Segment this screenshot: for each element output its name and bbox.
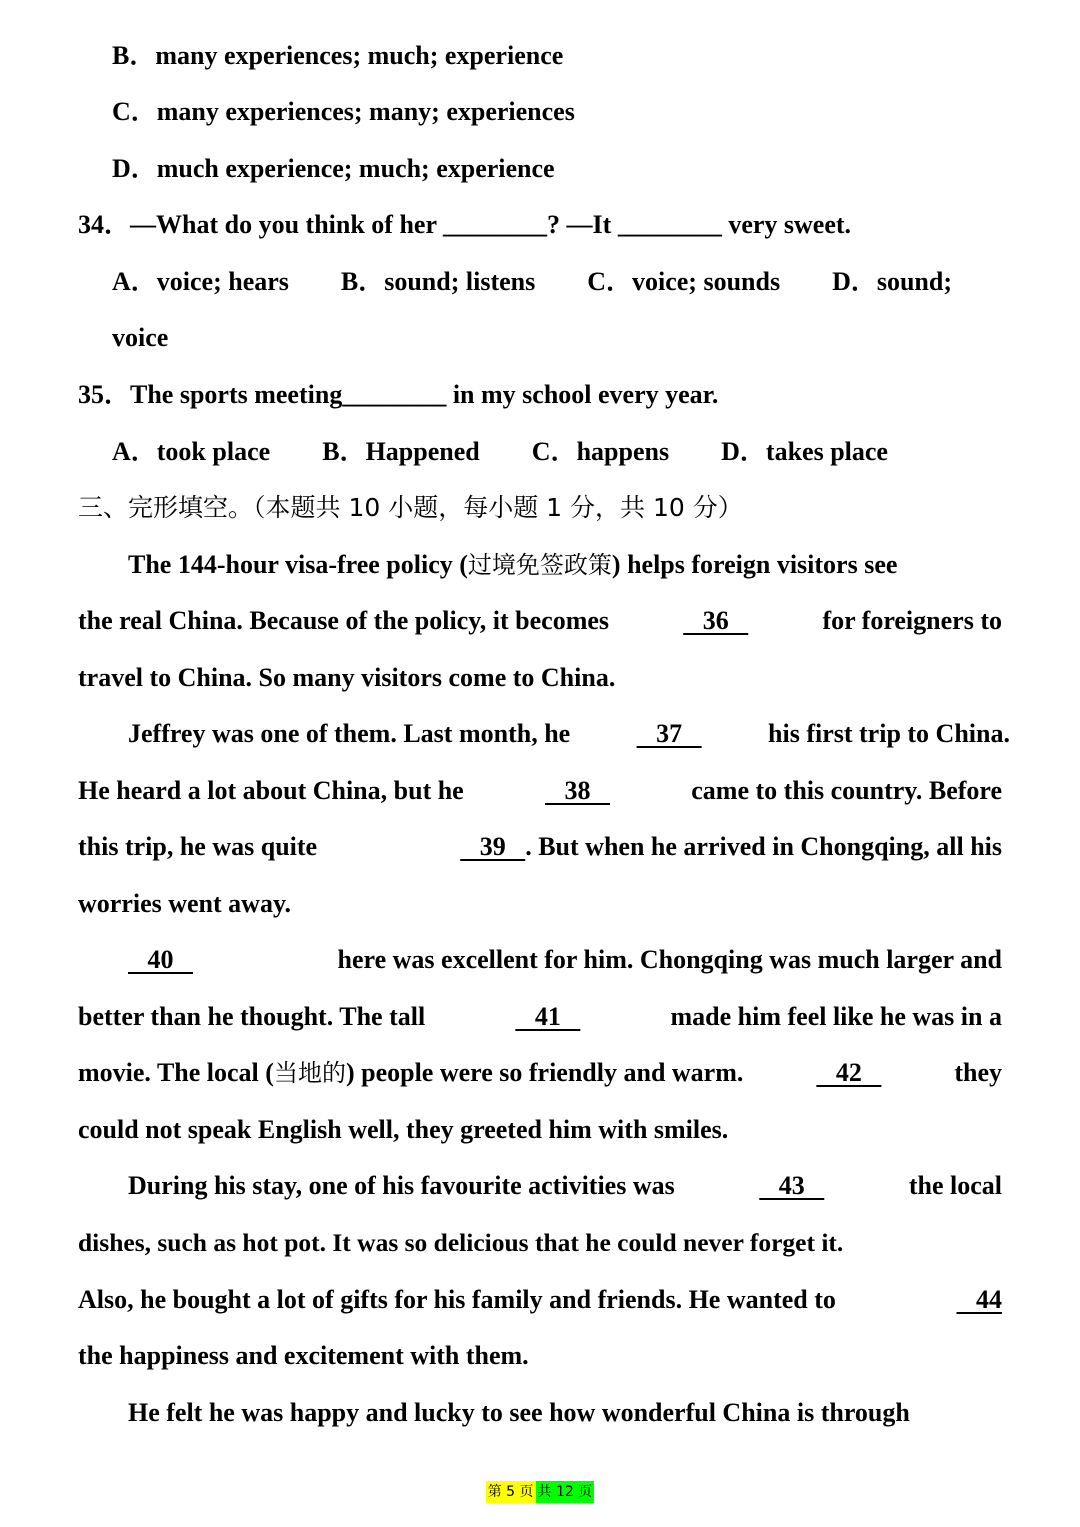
passage-p2-line2 — [78, 776, 1002, 806]
footer-total-indicator — [536, 1481, 595, 1503]
footer-page-indicator — [486, 1481, 536, 1503]
passage-p1-line3: travel to China. So many visitors come to China. — [78, 663, 616, 692]
passage-text: He heard a lot about China, but he — [78, 776, 464, 805]
q34-options — [112, 267, 952, 297]
passage-text: ) helps foreign visitors see — [611, 550, 898, 579]
q35-options — [112, 437, 888, 467]
passage-cjk-gloss: 当地的 — [273, 1059, 346, 1087]
cloze-blank-40: 40 — [128, 945, 193, 974]
cloze-blank-38: 38 — [545, 776, 610, 805]
cloze-blank-43: 43 — [759, 1171, 825, 1200]
q33-option-c: C．many experiences; many; experiences — [112, 97, 575, 126]
passage-text: this trip, he was quite — [78, 832, 318, 861]
q34-option-d-continued: voice — [112, 323, 169, 352]
passage-p3-line3 — [78, 1058, 1002, 1088]
q35-blank: ________ — [342, 380, 447, 409]
passage-p3-line4: could not speak English well, they greeted him with smiles. — [78, 1115, 729, 1144]
passage-p4-line4: the happiness and excitement with them. — [78, 1341, 529, 1370]
passage-text: for foreigners to — [822, 606, 1002, 635]
q34-blank-b: ________ — [617, 210, 722, 239]
footer-text: 页 — [519, 1484, 534, 1500]
passage-p4-line2 — [78, 1228, 1002, 1258]
passage-text: they — [954, 1058, 1002, 1087]
passage-p5-line1: He felt he was happy and lucky to see how wonderful China is through — [128, 1398, 910, 1427]
q34-option-b: B．sound; listens — [340, 267, 536, 296]
q35-option-d: D．takes place — [721, 437, 888, 466]
cloze-blank-36: 36 — [683, 606, 749, 635]
q34-stem-text-a: 34．—What do you think of her — [78, 210, 444, 239]
cloze-blank-42: 42 — [816, 1058, 882, 1087]
section3-heading: 三、完形填空。（本题共 10 小题，每小题 1 分，共 10 分） — [78, 493, 743, 522]
cloze-blank-44: 44 — [956, 1285, 1002, 1314]
passage-text: came to this country. Before — [691, 776, 1002, 805]
passage-text: movie. The local ( — [78, 1058, 274, 1087]
q34-stem — [78, 210, 851, 240]
passage-text: made him feel like he was in a — [670, 1002, 1002, 1031]
passage-text: the real China. Because of the policy, it becomes — [78, 606, 610, 635]
footer-page-number: 5 — [506, 1484, 516, 1500]
passage-p3-line2 — [78, 1002, 1002, 1032]
passage-text: Also, he bought a lot of gifts for his family and friends. He wanted to — [78, 1285, 836, 1314]
q34-option-c: C．voice; sounds — [587, 267, 781, 296]
passage-text: better than he thought. The tall — [78, 1002, 426, 1031]
q35-stem-text-a: 35．The sports meeting — [78, 380, 343, 409]
cloze-blank-41: 41 — [515, 1002, 581, 1031]
passage-p2-line1 — [128, 719, 1010, 749]
footer-text: 共 — [537, 1484, 552, 1500]
q35-option-c: C．happens — [531, 437, 670, 466]
q33-option-d: D．much experience; much; experience — [112, 154, 555, 183]
passage-p1-line2 — [78, 606, 1002, 636]
q34-stem-text-b: ? —It — [547, 210, 618, 239]
passage-text: the local — [908, 1171, 1002, 1200]
passage-text: here was excellent for him. Chongqing was much larger and — [337, 945, 1002, 974]
passage-p2-line4: worries went away. — [78, 889, 292, 918]
passage-cjk-gloss: 过境免签政策 — [467, 551, 612, 579]
passage-text: The 144-hour visa-free policy ( — [128, 550, 468, 579]
passage-p3-line1 — [128, 945, 1002, 975]
q34-option-a: A．voice; hears — [112, 267, 289, 296]
passage-text: his first trip to China. — [768, 719, 1010, 748]
q35-stem-text-b: in my school every year. — [446, 380, 719, 409]
page-footer — [0, 1481, 1080, 1503]
passage-p2-line3 — [78, 832, 1002, 862]
q34-stem-text-c: very sweet. — [721, 210, 852, 239]
footer-text: 页 — [578, 1484, 593, 1500]
q34-blank-a: ________ — [443, 210, 548, 239]
q35-option-a: A．took place — [112, 437, 271, 466]
q35-option-b: B．Happened — [322, 437, 480, 466]
cloze-blank-37: 37 — [636, 719, 702, 748]
cloze-blank-39: 39 — [460, 832, 526, 861]
passage-text: ) people were so friendly and warm. — [345, 1058, 744, 1087]
passage-text: Jeffrey was one of them. Last month, he — [128, 719, 571, 748]
passage-text: dishes, such as hot pot. It was so delicious that he could never forget it. — [78, 1228, 844, 1257]
passage-p1-line1 — [128, 550, 1002, 580]
footer-text: 第 — [487, 1484, 502, 1500]
q35-stem — [78, 380, 718, 410]
footer-total-number: 12 — [556, 1484, 574, 1500]
q33-option-b: B．many experiences; much; experience — [112, 41, 564, 70]
passage-p4-line3 — [78, 1285, 1002, 1315]
passage-text: During his stay, one of his favourite activities was — [128, 1171, 675, 1200]
q34-option-d: D．sound; — [832, 267, 952, 296]
passage-p4-line1 — [128, 1171, 1002, 1201]
passage-text: . But when he arrived in Chongqing, all his — [525, 832, 1002, 861]
